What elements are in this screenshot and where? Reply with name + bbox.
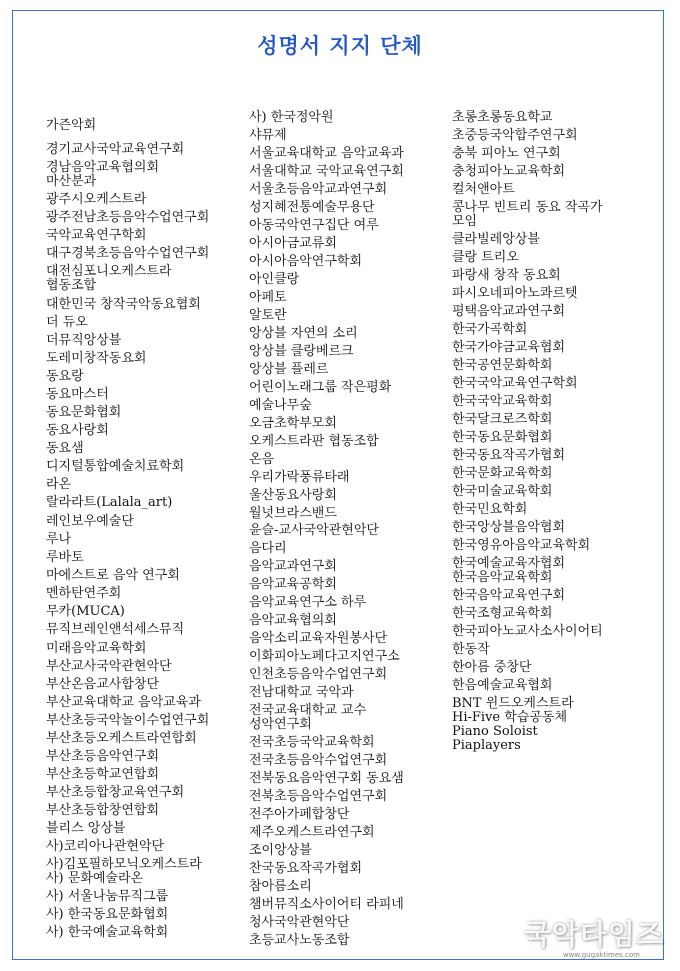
org-item: 전북초등음악수업연구회 [249,789,388,804]
org-item: 부산초등학교연합회 [46,767,160,782]
org-item: 음악소리교육자원봉사단 [249,631,388,646]
org-item: 제주오케스트라연구회 [249,825,375,840]
org-item: 경남음악교육협의회 마산분과 [46,160,160,189]
org-item: 대구경북초등음악수업연구회 [46,246,210,261]
org-item: 사)코리아나관현악단 [46,839,165,854]
org-item: 국악교육연구학회 [46,228,147,243]
org-item: 동요랑 [46,369,84,384]
org-item: 한국달크로즈학회 [452,412,553,427]
org-item: 한국동요작곡가협회 [452,448,566,463]
org-item: 전남대학교 국악과 [249,685,354,700]
org-item: 부산교사국악관현악단 [46,659,172,674]
org-item: 어린이노래그룹 작은평화 [249,380,392,395]
org-item: 한국앙상블음악협회 [452,520,566,535]
org-item: 앙상블 클랑베르크 [249,344,354,359]
org-item: 한국국악교육연구학회 [452,376,578,391]
org-item: 충북 피아노 연구회 [452,146,561,161]
org-item: 오금초학부모회 [249,416,337,431]
org-item: 아시아음악연구학회 [249,254,363,269]
org-item: 미래음악교육학회 [46,641,147,656]
org-item: 한국가곡학회 [452,322,528,337]
org-item: 대한민국 창작국악동요협회 [46,297,201,312]
org-item: 경기교사국악교육연구회 [46,142,185,157]
org-item: 부산초등합창교육연구회 [46,785,185,800]
org-item: 한국민요학회 [452,502,528,517]
org-item: 앙상블 자연의 소리 [249,326,358,341]
org-item: 사) 한국예술교육학회 [46,925,169,940]
org-item: 랄라라트(Lalala_art) [46,495,173,510]
org-item: 부산교육대학교 음악교육과 [46,695,201,710]
org-item: 한국영유아음악교육학회 [452,538,591,553]
org-item: 대전심포니오케스트라 협동조합 [46,264,172,293]
org-item: 광주시오케스트라 [46,192,147,207]
org-item: 서울대학교 국악교육연구회 [249,164,404,179]
org-item: 음악교육연구소 하루 [249,595,367,610]
org-item: 초등교사노동조합 [249,933,350,948]
org-item: 아동국악연구집단 여루 [249,218,379,233]
org-item: 파랑새 창작 동요회 [452,268,561,283]
org-item: 멘하탄연주회 [46,586,122,601]
org-item: 평택음악교과연구회 [452,304,566,319]
org-item: 한음예술교육협회 [452,678,553,693]
org-item: 챔버뮤직소사이어티 라피네 [249,897,404,912]
org-item: 한국공연문화학회 [452,358,553,373]
org-item: 가즌악회 [46,118,97,133]
org-item: 레인보우예술단 [46,514,134,529]
org-item: 한국피아노교사소사이어티 [452,624,603,639]
org-item: 클라빌레앙상블 [452,232,540,247]
org-item: 우리가락풍류타래 [249,470,350,485]
org-item: 부산초등국악놀이수업연구회 [46,713,210,728]
org-item: 루바토 [46,550,84,565]
org-item: 콩나무 빈트리 동요 작곡가 모임 [452,200,603,229]
org-item: 윤슬-교사국악관현악단 [249,523,379,538]
org-item: 초중등국악합주연구회 [452,128,578,143]
org-item: 앙상블 플레르 [249,362,329,377]
org-item: 한국국악교육학회 [452,394,553,409]
org-item: 월넛브라스밴드 [249,506,337,521]
org-item: 도레미창작동요회 [46,351,147,366]
org-item: 아인클랑 [249,272,300,287]
org-item: 뮤직브레인앤석세스뮤직 [46,622,185,637]
org-item: 한국미술교육학회 [452,484,553,499]
org-item: 디지털통합예술치료학회 [46,459,185,474]
org-item: 더뮤직앙상블 [46,333,122,348]
org-item: 마에스트로 음악 연구회 [46,568,180,583]
org-item: 블리스 앙상블 [46,821,126,836]
org-item: 음악교육협의회 [249,613,337,628]
org-item: 이화피아노페다고지연구소 [249,649,400,664]
org-item: 동요샘 [46,441,84,456]
org-item: 음다리 [249,541,287,556]
watermark-url: www.gugaktimes.com [562,951,640,959]
org-item: 사) 한국동요문화협회 [46,907,169,922]
org-item: 동요문화협회 [46,405,122,420]
org-item: 음악교과연구회 [249,559,337,574]
watermark-logo: 국악타임즈 [523,918,664,951]
org-item: 음악교육공학회 [249,577,337,592]
org-item: 사)김포필하모닉오케스트라 사) 문화예술라온 [46,857,202,886]
org-item: 사) 한국정악원 [249,110,334,125]
org-item: 루나 [46,532,72,547]
org-item: 청사국악관현악단 [249,915,350,930]
org-item: 전국초등음악수업연구회 [249,753,388,768]
org-item: 부산초등오케스트라연합회 [46,731,197,746]
org-item: 컬처앤아트 [452,182,515,197]
org-item: 광주전남초등음악수업연구회 [46,210,210,225]
org-item: 파시오네피아노콰르텟 [452,286,578,301]
org-item: 라온 [46,477,72,492]
org-item: 온음 [249,452,275,467]
org-item: 전북동요음악연구회 동요샘 [249,771,404,786]
org-item: 사) 서울나눔뮤직그룹 [46,889,169,904]
org-item: 아페토 [249,290,287,305]
org-item: 오케스트라판 협동조합 [249,434,379,449]
org-item: 찬국동요작곡가협회 [249,861,363,876]
org-item: 한국동요문화협회 [452,430,553,445]
org-item: 초롱초롱동요학교 [452,110,553,125]
org-item: 한동작 [452,642,490,657]
org-item: 한국예술교육자협회 한국음악교육학회 [452,556,566,585]
org-item: 한국문화교육학회 [452,466,553,481]
org-item: 한국가야금교육협회 [452,340,566,355]
org-item: 참아름소리 [249,879,312,894]
org-item: 클랑 트리오 [452,250,519,265]
org-item: 더 듀오 [46,315,88,330]
org-item: 서울교육대학교 음악교육과 [249,146,404,161]
org-item: 전국초등국악교육학회 [249,735,375,750]
org-item: 인천초등음악수업연구회 [249,667,388,682]
org-item: 전국교육대학교 교수 성악연구회 [249,703,367,732]
org-item: 한아름 중창단 [452,660,532,675]
org-item: 한국음악교육연구회 [452,588,566,603]
org-item: 무카(MUCA) [46,604,125,619]
org-item: BNT 윈드오케스트라 Hi-Five 학습공동체 Piano Soloist Piaplayers [452,696,574,753]
org-item: 샤뮤제 [249,128,287,143]
org-item: 조이앙상블 [249,843,312,858]
org-item: 부산초등음악연구회 [46,749,160,764]
org-item: 전주아가페합창단 [249,807,350,822]
org-item: 충청피아노교육학회 [452,164,566,179]
org-item: 서울초등음악교과연구회 [249,182,388,197]
org-item: 울산동요사랑회 [249,488,337,503]
org-item: 부산초등합창연합회 [46,803,160,818]
org-item: 부산온음교사합창단 [46,677,160,692]
org-item: 성지혜전통예술무용단 [249,200,375,215]
org-item: 동요마스터 [46,387,109,402]
org-item: 한국조형교육학회 [452,606,553,621]
org-item: 알토란 [249,308,287,323]
org-item: 아시아금교류회 [249,236,337,251]
org-item: 예술나무숲 [249,398,312,413]
page-title: 성명서 지지 단체 [257,34,423,58]
org-item: 동요사랑회 [46,423,109,438]
